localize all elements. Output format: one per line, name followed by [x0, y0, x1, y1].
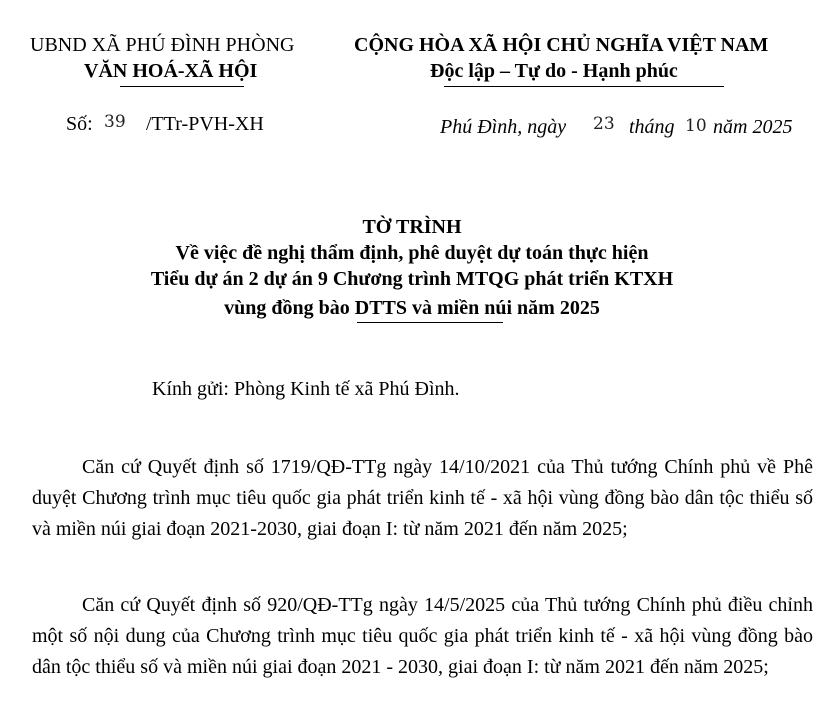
date-year: năm 2025 — [713, 116, 793, 138]
doc-number-label: Số: — [66, 113, 93, 135]
body-paragraph: Căn cứ Quyết định số 920/QĐ-TTg ngày 14/5/2025 của Thủ tướng Chính phủ điều chỉnh một số nội dung của Chương trình mục tiêu quốc gia phát triển kinh tế - xã hội vùng đồng bào dân tộc thiểu số và miền núi giai đoạn 2021 - 2030, giai đoạn I: từ năm 2021 đến năm 2025; — [32, 594, 813, 678]
date-day: 23 — [593, 114, 615, 134]
issuing-org-line2: VĂN HOÁ-XÃ HỘI — [84, 60, 258, 82]
subject-line-2: Tiểu dự án 2 dự án 9 Chương trình MTQG phát triển KTXH — [150, 268, 674, 290]
national-title: CỘNG HÒA XÃ HỘI CHỦ NGHĨA VIỆT NAM — [354, 34, 769, 56]
motto-underline — [444, 86, 724, 87]
national-motto: Độc lập – Tự do - Hạnh phúc — [430, 60, 678, 82]
subject-line-1: Về việc đề nghị thẩm định, phê duyệt dự toán thực hiện — [175, 242, 649, 264]
doc-number-code: /TTr-PVH-XH — [146, 113, 264, 135]
body-paragraph: Căn cứ Quyết định số 1719/QĐ-TTg ngày 14/10/2021 của Thủ tướng Chính phủ về Phê duyệt Chương trình mục tiêu quốc gia phát triển kinh tế - xã hội vùng đồng bào dân tộc thiểu số và miền núi giai đoạn 2021-2030, giai đoạn I: từ năm 2021 đến năm 2025; — [32, 456, 813, 540]
date-place: Phú Đình, ngày — [440, 116, 567, 138]
recipient-line: Kính gửi: Phòng Kinh tế xã Phú Đình. — [152, 378, 460, 400]
doc-number-value: 39 — [104, 112, 126, 132]
subject-line-3: vùng đồng bào DTTS và miền núi năm 2025 — [224, 297, 600, 319]
title-underline — [357, 322, 503, 323]
date-month-label: tháng — [629, 116, 675, 138]
org-underline — [120, 86, 244, 87]
issuing-org-line1: UBND XÃ PHÚ ĐÌNH PHÒNG — [30, 34, 295, 56]
date-month: 10 — [685, 116, 707, 136]
doc-type-title: TỜ TRÌNH — [362, 216, 462, 238]
